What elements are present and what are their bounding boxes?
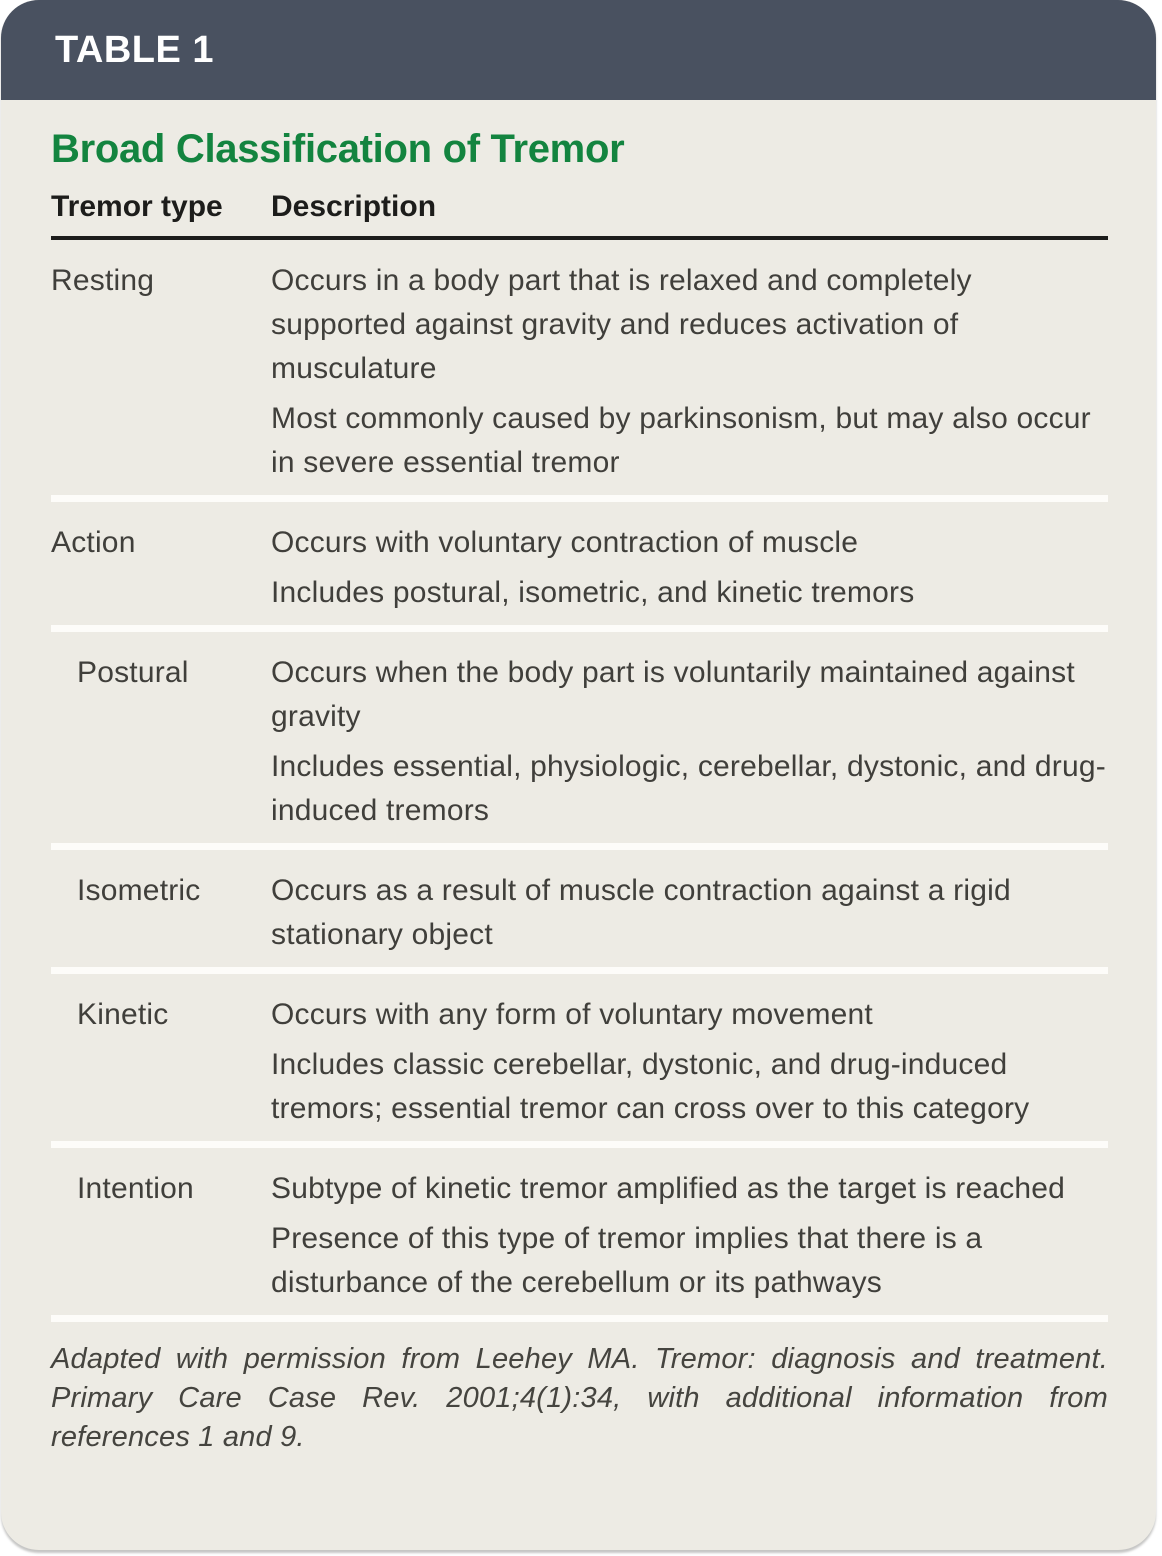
row-label: Resting <box>51 264 155 297</box>
table-tag-bar <box>1 0 1156 100</box>
description-paragraph: Occurs in a body part that is relaxed and completely supported against gravity and reduces activation of musculature <box>271 264 972 385</box>
table-row-postural <box>51 632 1108 850</box>
row-descriptions <box>271 259 1108 485</box>
row-label: Action <box>51 526 136 559</box>
table-row-intention <box>51 1148 1108 1322</box>
table-tag: TABLE 1 <box>55 28 215 71</box>
row-descriptions <box>271 1167 1108 1305</box>
table-footnote: Adapted with permission from Leehey MA. Tremor: diagnosis and treatment. Primary Care Case Rev. 2001;4(1):34, with additional information from references 1 and 9. <box>51 1343 1108 1453</box>
description-paragraph: Occurs with voluntary contraction of muscle <box>271 526 859 559</box>
table-row-isometric <box>51 850 1108 974</box>
row-label: Postural <box>77 656 189 689</box>
table-row-kinetic <box>51 974 1108 1148</box>
table-body <box>1 126 1156 1477</box>
table-row-action <box>51 502 1108 632</box>
description-paragraph: Presence of this type of tremor implies that there is a disturbance of the cerebellum or its pathways <box>271 1222 983 1299</box>
description-paragraph: Subtype of kinetic tremor amplified as the target is reached <box>271 1172 1066 1205</box>
description-paragraph: Most commonly caused by parkinsonism, but may also occur in severe essential tremor <box>271 402 1091 479</box>
row-label: Kinetic <box>77 998 169 1031</box>
row-descriptions <box>271 521 1108 615</box>
description-paragraph: Occurs as a result of muscle contraction against a rigid stationary object <box>271 874 1011 951</box>
column-header-description: Description <box>271 190 437 223</box>
description-paragraph: Occurs with any form of voluntary movement <box>271 998 873 1031</box>
table-column-headers <box>51 190 1108 236</box>
row-label: Intention <box>77 1172 194 1205</box>
table-title: Broad Classification of Tremor <box>51 127 625 171</box>
description-paragraph: Occurs when the body part is voluntarily maintained against gravity <box>271 656 1075 733</box>
table-row-resting <box>51 240 1108 502</box>
column-header-tremor-type: Tremor type <box>51 190 223 223</box>
row-label: Isometric <box>77 874 201 907</box>
description-paragraph: Includes classic cerebellar, dystonic, and drug-induced tremors; essential tremor can cross over to this category <box>271 1048 1030 1125</box>
row-descriptions <box>271 651 1108 833</box>
description-paragraph: Includes postural, isometric, and kinetic tremors <box>271 576 915 609</box>
description-paragraph: Includes essential, physiologic, cerebellar, dystonic, and drug-induced tremors <box>271 750 1106 827</box>
row-descriptions <box>271 869 1108 957</box>
table-card <box>1 0 1156 1550</box>
row-descriptions <box>271 993 1108 1131</box>
